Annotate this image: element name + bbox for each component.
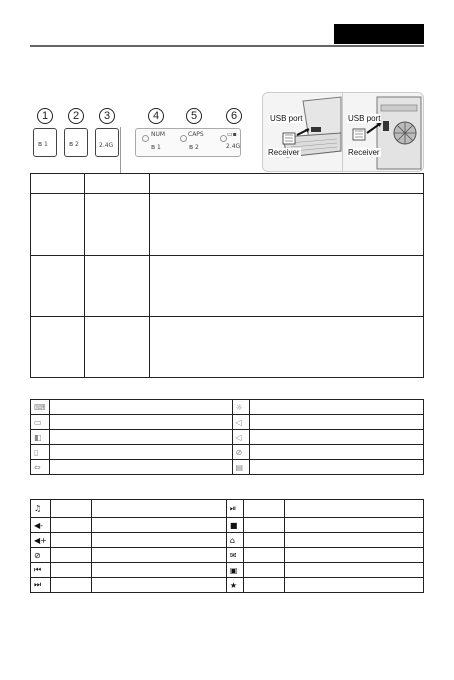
table-cell — [243, 518, 284, 533]
table-header-row — [31, 174, 424, 194]
table-cell — [243, 500, 284, 518]
screen-brightness-icon: ☼ — [235, 402, 243, 412]
table-cell — [150, 256, 424, 317]
table-row — [31, 445, 424, 460]
table-cell — [49, 460, 232, 475]
key-bluetooth-1: ʙ 1 — [33, 128, 57, 157]
usb-port-label: USB port — [270, 114, 303, 123]
volume-low-icon: ◁ — [235, 417, 242, 427]
callout-3: 3 — [99, 108, 115, 124]
table-row — [31, 460, 424, 475]
table-cell — [49, 400, 232, 415]
callout-2: 2 — [68, 108, 84, 124]
table-cell — [85, 194, 150, 256]
table-cell — [50, 500, 91, 518]
table-row — [31, 548, 424, 563]
table-cell — [49, 430, 232, 445]
table-cell — [243, 578, 284, 593]
table-cell — [50, 518, 91, 533]
table-cell — [150, 317, 424, 378]
receiver-photo-desktop — [342, 92, 424, 172]
table-cell — [50, 578, 91, 593]
table-cell — [91, 548, 226, 563]
table-cell — [150, 194, 424, 256]
mute-icon: ⊘ — [34, 550, 41, 560]
previous-track-icon: ⏮ — [34, 565, 42, 574]
bluetooth-icon: ʙ — [38, 140, 43, 148]
table-cell — [284, 518, 423, 533]
expand-icon: ⇔ — [34, 462, 41, 472]
battery-icon: ▭▪ — [227, 131, 237, 138]
table-row — [31, 518, 424, 533]
caps-indicator-icon — [180, 135, 187, 142]
indicator-panel: NUM ʙ 1 CAPS ʙ 2 ▭▪ 2.4G — [135, 128, 241, 157]
favorites-icon: ★ — [229, 580, 238, 590]
volume-up-icon: ◀+ — [34, 535, 47, 545]
callout-6: 6 — [226, 108, 242, 124]
receiver-photo-laptop — [262, 92, 344, 172]
table-row — [31, 563, 424, 578]
table-cell — [91, 563, 226, 578]
my-computer-icon: ▣ — [229, 565, 238, 575]
table-row — [31, 500, 424, 518]
usb-port-label: USB port — [348, 114, 381, 123]
table-row — [31, 533, 424, 548]
function-key-table — [30, 399, 424, 475]
home-icon: ⌂ — [229, 535, 235, 545]
callout-5: 5 — [186, 108, 202, 124]
table-row — [31, 430, 424, 445]
table-cell — [249, 415, 423, 430]
keyboard-light-icon: ⌨ — [34, 402, 46, 412]
table-row — [31, 415, 424, 430]
lock-icon: ▯ — [34, 447, 39, 457]
table-cell — [31, 174, 85, 194]
table-cell — [150, 174, 424, 194]
table-cell — [243, 548, 284, 563]
table-cell — [284, 563, 423, 578]
next-track-icon: ⏭ — [34, 580, 42, 589]
bluetooth-icon: ʙ — [151, 143, 156, 151]
divider — [120, 127, 121, 173]
table-cell — [284, 548, 423, 563]
table-row — [31, 194, 424, 256]
table-cell — [31, 317, 85, 378]
table-cell — [249, 460, 423, 475]
table-cell — [50, 533, 91, 548]
table-cell — [91, 518, 226, 533]
callout-4: 4 — [148, 108, 164, 124]
table-cell — [249, 445, 423, 460]
table-cell — [50, 548, 91, 563]
calculator-icon: ▤ — [235, 462, 244, 472]
disable-icon: ⊘ — [235, 447, 243, 457]
table-cell — [249, 430, 423, 445]
receiver-label: Receiver — [268, 148, 300, 157]
table-cell — [31, 256, 85, 317]
table-row — [31, 578, 424, 593]
table-cell — [31, 194, 85, 256]
table-row — [31, 256, 424, 317]
mail-icon: ✉ — [229, 550, 237, 560]
table-row — [31, 317, 424, 378]
table-cell — [85, 317, 150, 378]
monitor-icon: ▭ — [34, 417, 42, 427]
callout-1: 1 — [37, 108, 53, 124]
bluetooth-icon: ʙ — [69, 140, 74, 148]
play-pause-icon: ⏯ — [229, 503, 237, 513]
power-indicator-icon — [220, 135, 227, 142]
table-cell — [284, 533, 423, 548]
bluetooth-icon: ʙ — [189, 143, 194, 151]
status-table — [30, 173, 424, 378]
laptop-illustration — [263, 93, 343, 171]
table-cell — [249, 400, 423, 415]
table-cell — [85, 174, 150, 194]
media-key-table — [30, 499, 424, 593]
page-header-tab — [334, 24, 424, 44]
table-cell — [91, 578, 226, 593]
key-2-4g: 2.4G — [95, 128, 119, 157]
table-cell — [85, 256, 150, 317]
table-cell — [49, 445, 232, 460]
table-cell — [243, 533, 284, 548]
volume-high-icon: ◁ — [235, 432, 242, 442]
table-cell — [50, 563, 91, 578]
table-cell — [243, 563, 284, 578]
desktop-illustration — [343, 93, 423, 171]
receiver-label: Receiver — [348, 148, 380, 157]
table-cell — [49, 415, 232, 430]
key-bluetooth-2: ʙ 2 — [64, 128, 88, 157]
header-rule — [30, 45, 424, 47]
table-cell — [91, 533, 226, 548]
music-icon: ♫ — [34, 504, 42, 513]
screen-dim-icon: ◧ — [34, 432, 42, 442]
table-cell — [91, 500, 226, 518]
table-cell — [284, 500, 423, 518]
table-cell — [284, 578, 423, 593]
table-row — [31, 400, 424, 415]
volume-down-icon: ◀- — [34, 520, 44, 530]
num-indicator-icon — [142, 135, 149, 142]
stop-icon: ■ — [229, 520, 238, 530]
